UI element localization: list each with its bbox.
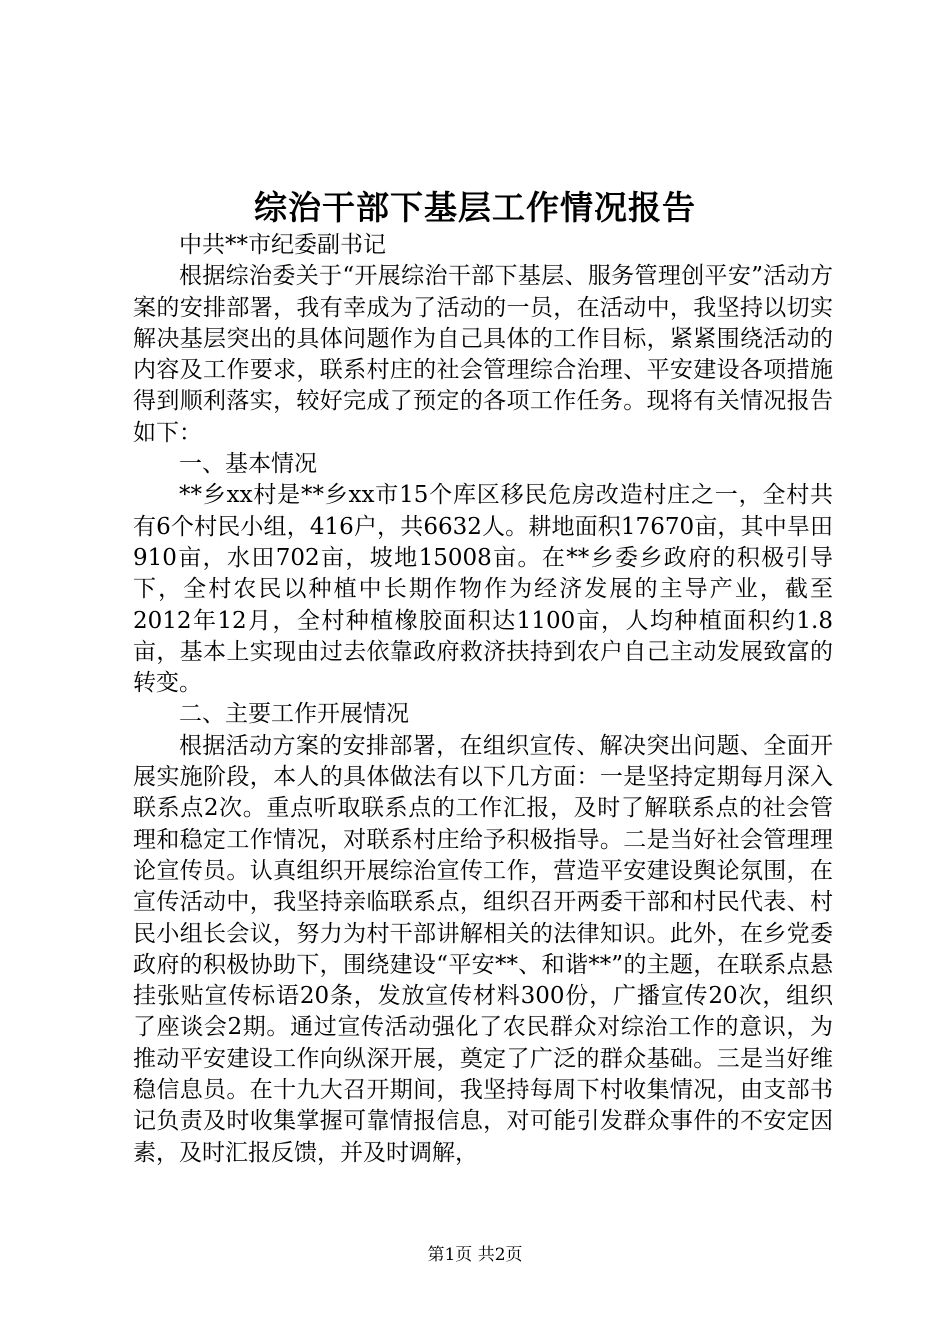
page-footer: 第1页 共2页 [427,1245,523,1265]
basic-info-paragraph: **乡xx村是**乡xx市15个库区移民危房改造村庄之一，全村共有6个村民小组，416户，共6632人。耕地面积17670亩，其中旱田910亩，水田702亩，坡地15008亩。在**乡委乡政府的积极引导下，全村农民以种植中长期作物作为经济发展的主导产业，截至2012年12月，全村种植橡胶面积达1100亩，人均种植面积约1.8亩，基本上实现由过去依靠政府救济扶持到农户自己主动发展致富的转变。 [133,482,833,697]
intro-paragraph: 根据综治委关于“开展综治干部下基层、服务管理创平安”活动方案的安排部署，我有幸成为了活动的一员，在活动中，我坚持以切实解决基层突出的具体问题作为自己具体的工作目标，紧紧围绕活动的内容及工作要求，联系村庄的社会管理综合治理、平安建设各项措施得到顺利落实，较好完成了预定的各项工作任务。现将有关情况报告如下： [133,263,833,446]
author-line: 中共**市纪委副书记 [179,232,386,258]
section-heading-work: 二、主要工作开展情况 [179,701,409,728]
document-title: 综治干部下基层工作情况报告 [254,188,696,227]
document-body [133,230,833,1169]
work-paragraph: 根据活动方案的安排部署，在组织宣传、解决突出问题、全面开展实施阶段，本人的具体做法有以下几方面：一是坚持定期每月深入联系点2次。重点听取联系点的工作汇报，及时了解联系点的社会管理和稳定工作情况，对联系村庄给予积极指导。二是当好社会管理理论宣传员。认真组织开展综治宣传工作，营造平安建设舆论氛围，在宣传活动中，我坚持亲临联系点，组织召开两委干部和村民代表、村民小组长会议，努力为村干部讲解相关的法律知识。此外，在乡党委政府的积极协助下，围绕建设“平安**、和谐**”的主题，在联系点悬挂张贴宣传标语20条，发放宣传材料300份，广播宣传20次，组织了座谈会2期。通过宣传活动强化了农民群众对综治工作的意识，为推动平安建设工作向纵深开展，奠定了广泛的群众基础。三是当好维稳信息员。在十九大召开期间，我坚持每周下村收集情况，由支部书记负责及时收集掌握可靠情报信息，对可能引发群众事件的不安定因素，及时汇报反馈，并及时调解， [133,732,833,1166]
section-heading-basic: 一、基本情况 [179,451,317,478]
